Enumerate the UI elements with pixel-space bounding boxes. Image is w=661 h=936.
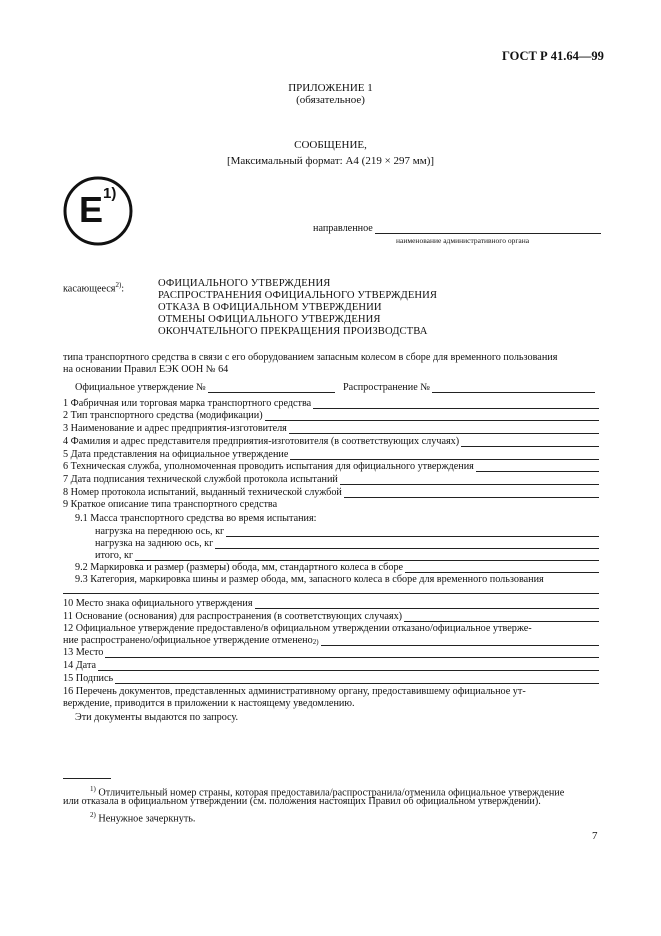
item-14: 14 Дата [63, 660, 599, 671]
item-9-3-line [63, 593, 599, 594]
item-7: 7 Дата подписания технической службой протокола испытаний [63, 474, 599, 485]
footnote-1-line-1: $^{1)}$ Отличительный номер страны, которая предоставила/распространила/отменила официальное утверждение [90, 785, 565, 799]
appendix-title: ПРИЛОЖЕНИЕ 1 [288, 82, 373, 94]
footnote-2: $^{2)}$ Ненужное зачеркнуть. [90, 811, 196, 825]
documents-note: Эти документы выдаются по запросу. [75, 712, 239, 723]
item-4: 4 Фамилия и адрес представителя предприятия-изготовителя (в соответствующих случаях) [63, 436, 599, 447]
item-9-3: 9.3 Категория, маркировка шины и размер обода, мм, запасного колеса в сборе для временного пользования [75, 574, 544, 585]
appendix-subtitle: (обязательное) [296, 94, 365, 106]
footnote-divider [63, 778, 111, 779]
message-format: [Максимальный формат: А4 (219 × 297 мм)] [226, 155, 435, 167]
message-title: СООБЩЕНИЕ, [294, 139, 367, 151]
approval-number-field: Официальное утверждение № [75, 382, 335, 393]
item-9-1-total: итого, кг [95, 550, 599, 561]
approval-mark-logo [63, 176, 133, 246]
item-15: 15 Подпись [63, 673, 599, 684]
directed-line [375, 224, 601, 234]
page-number: 7 [592, 830, 598, 842]
item-11: 11 Основание (основания) для распространения (в соответствующих случаях) [63, 611, 599, 622]
directed-field [313, 223, 601, 234]
intro-line-2: на основании Правил ЕЭК ООН № 64 [63, 364, 229, 375]
directed-caption: наименование административного органа [396, 236, 530, 245]
item-5: 5 Дата представления на официальное утверждение [63, 449, 599, 460]
item-12-line-1: 12 Официальное утверждение предоставлено/в официальном утверждении отказано/официальное утверже- [63, 623, 532, 634]
extension-number-field: Распространение № [343, 382, 595, 393]
concerning-item: ОФИЦИАЛЬНОГО УТВЕРЖДЕНИЯ [158, 278, 331, 289]
item-9-1-rear: нагрузка на заднюю ось, кг [95, 538, 599, 549]
item-8: 8 Номер протокола испытаний, выданный технической службой [63, 487, 599, 498]
item-16-line-1: 16 Перечень документов, представленных административному органу, предоставившему официальное ут- [63, 686, 526, 697]
item-13: 13 Место [63, 647, 599, 658]
footnote-1-line-2: или отказала в официальном утверждении (см. положения настоящих Правил об официальном утверждении). [63, 796, 541, 807]
concerning-label: касающееся$^{2)}$: [63, 281, 125, 295]
concerning-item: ОТМЕНЫ ОФИЦИАЛЬНОГО УТВЕРЖДЕНИЯ [158, 314, 381, 325]
item-12-line-2: ние распространено/официальное утверждение отменено 2) [63, 635, 599, 646]
item-6: 6 Техническая служба, уполномоченная проводить испытания для официального утверждения [63, 461, 599, 472]
logo-letter: E [79, 189, 104, 230]
standard-number: ГОСТ Р 41.64—99 [502, 49, 604, 63]
item-1: 1 Фабричная или торговая марка транспортного средства [63, 398, 599, 409]
item-9-1-front: нагрузка на переднюю ось, кг [95, 526, 599, 537]
concerning-item: РАСПРОСТРАНЕНИЯ ОФИЦИАЛЬНОГО УТВЕРЖДЕНИЯ [158, 290, 438, 301]
concerning-item: ОТКАЗА В ОФИЦИАЛЬНОМ УТВЕРЖДЕНИИ [158, 302, 382, 313]
item-9-2: 9.2 Маркировка и размер (размеры) обода, мм, стандартного колеса в сборе [75, 562, 599, 573]
directed-label: направленное [313, 223, 373, 234]
item-9-1: 9.1 Масса транспортного средства во время испытания: [75, 513, 317, 524]
item-10: 10 Место знака официального утверждения [63, 598, 599, 609]
item-16-line-2: верждение, приводится в приложении к настоящему уведомлению. [63, 698, 355, 709]
concerning-item: ОКОНЧАТЕЛЬНОГО ПРЕКРАЩЕНИЯ ПРОИЗВОДСТВА [158, 326, 428, 337]
intro-line-1: типа транспортного средства в связи с его оборудованием запасным колесом в сборе для временного пользования [63, 352, 558, 363]
item-9: 9 Краткое описание типа транспортного средства [63, 499, 278, 510]
logo-superscript: 1) [103, 185, 117, 202]
item-3: 3 Наименование и адрес предприятия-изготовителя [63, 423, 599, 434]
item-2: 2 Тип транспортного средства (модификации) [63, 410, 599, 421]
